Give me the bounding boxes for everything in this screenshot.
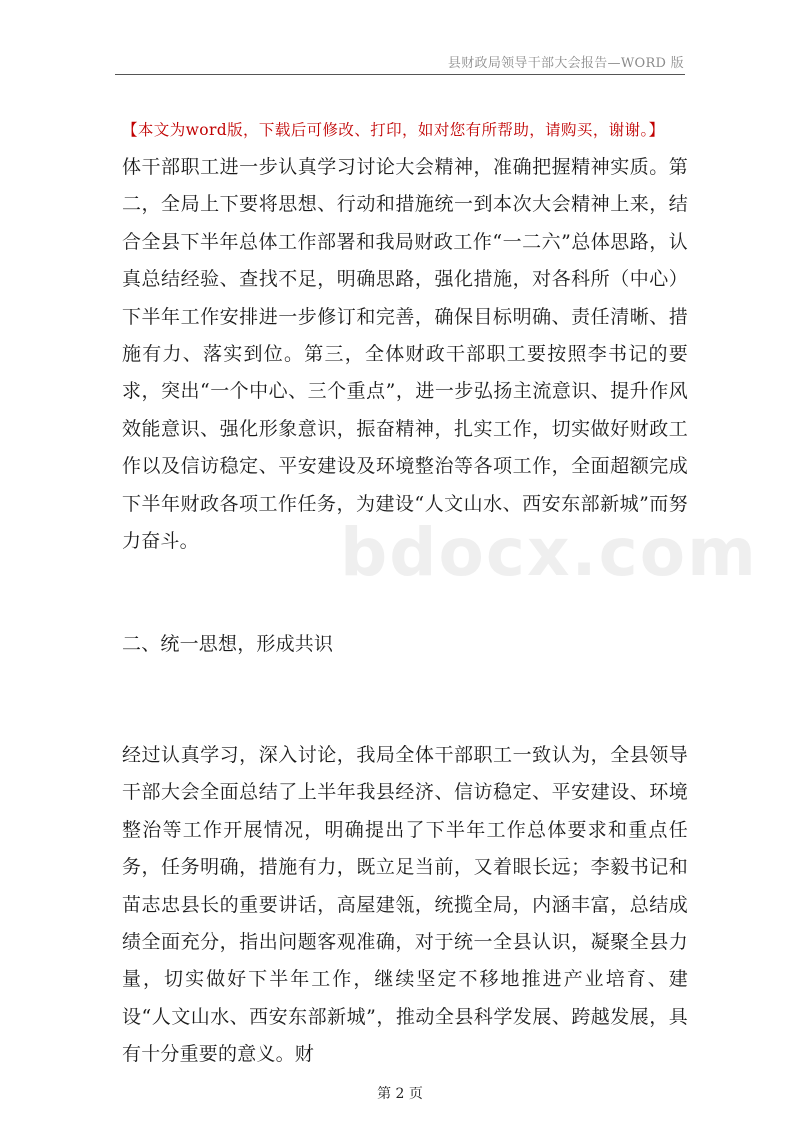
watermark-text: bdocx.com bbox=[340, 514, 758, 591]
body-paragraph-1: 体干部职工进一步认真学习讨论大会精神，准确把握精神实质。第二，全局上下要将思想、行动和措施统一到本次大会精神上来，结合全县下半年总体工作部署和我局财政工作“一二六”总体思路，认真总结经验、查找不足，明确思路，强化措施，对各科所（中心）下半年工作安排进一步修订和完善，确保目标明确、责任清晰、措施有力、落实到位。第三，全体财政干部职工要按照李书记的要求，突出“一个中心、三个重点”，进一步弘扬主流意识、提升作风效能意识、强化形象意识，振奋精神，扎实工作，切实做好财政工作以及信访稳定、平安建设及环境整治等各项工作，全面超额完成下半年财政各项工作任务，为建设“人文山水、西安东部新城”而努力奋斗。 bbox=[122, 156, 688, 553]
body-paragraph-2: 经过认真学习，深入讨论，我局全体干部职工一致认为，全县领导干部大会全面总结了上半年我县经济、信访稳定、平安建设、环境整治等工作开展情况，明确提出了下半年工作总体要求和重点任务，任务明确，措施有力，既立足当前，又着眼长远；李毅书记和苗志忠县长的重要讲话，高屋建瓴，统揽全局，内涵丰富，总结成绩全面充分，指出问题客观准确，对于统一全县认识，凝聚全县力量，切实做好下半年工作，继续坚定不移地推进产业培育、建设“人文山水、西安东部新城”，推动全县科学发展、跨越发展，具有十分重要的意义。财 bbox=[122, 744, 688, 1066]
page-header-title: 县财政局领导干部大会报告—WORD 版 bbox=[447, 56, 684, 71]
header-divider bbox=[115, 74, 685, 75]
purchase-notice: 【本文为word版，下载后可修改、打印，如对您有所帮助，请购买，谢谢。】 bbox=[122, 121, 665, 139]
page-number: 第 2 页 bbox=[377, 1086, 423, 1102]
section-heading-2: 二、统一思想，形成共识 bbox=[122, 633, 334, 655]
